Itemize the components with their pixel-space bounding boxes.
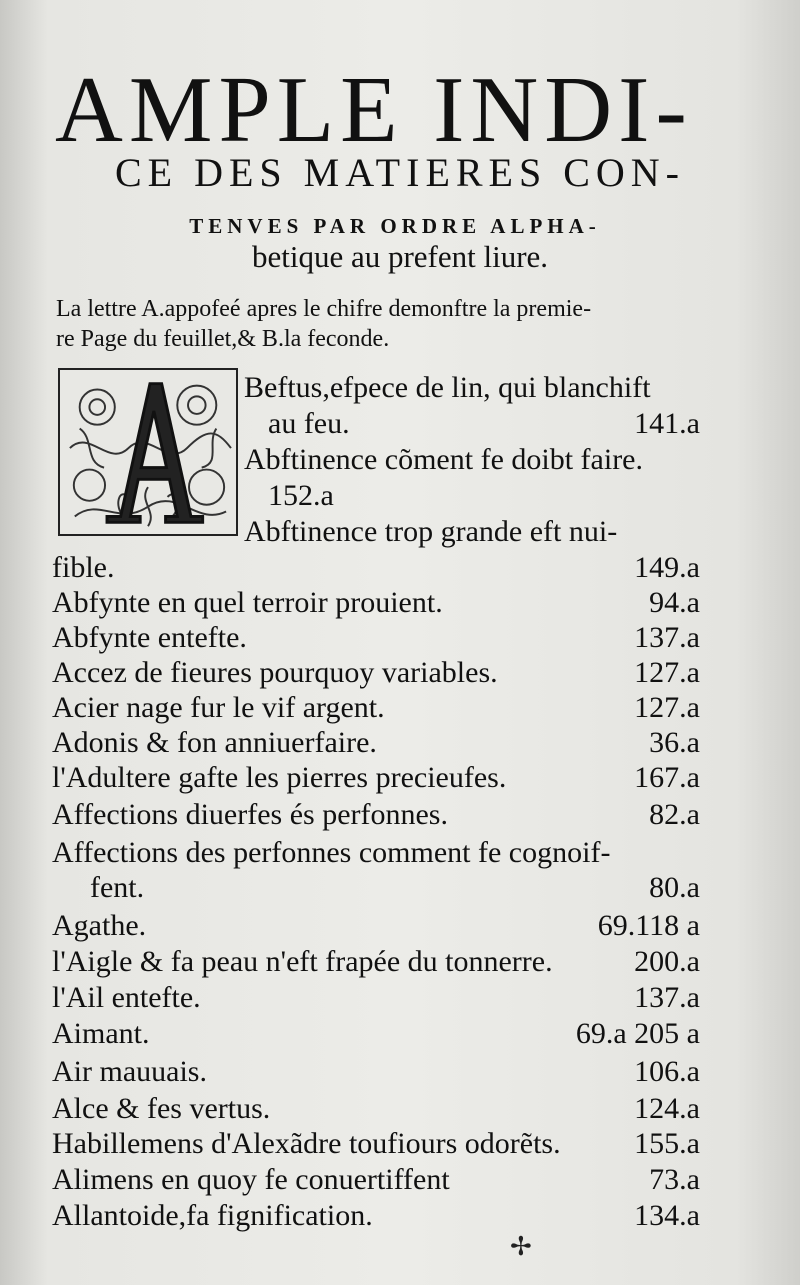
index-entry — [52, 1198, 700, 1234]
title-line-1: AMPLE INDI- — [55, 58, 693, 162]
entry-page: 80.a — [649, 871, 700, 904]
entry-text: Agathe. — [52, 909, 147, 942]
index-entry — [52, 908, 700, 944]
index-entry — [244, 514, 700, 550]
entry-page: 167.a — [634, 761, 700, 794]
index-entry — [52, 1162, 700, 1198]
title-line-2: CE DES MATIERES CON- — [114, 150, 686, 195]
index-entry — [244, 442, 700, 478]
entry-page: 200.a — [634, 945, 700, 978]
index-entry — [268, 406, 700, 442]
index-entry — [268, 478, 700, 514]
entry-text: Beftus,efpece de lin, qui blanchift — [244, 371, 651, 404]
usage-note-line-1: La lettre A.appofeé apres le chifre demonftre la premie- — [56, 296, 592, 322]
index-entry — [52, 1091, 700, 1127]
entry-page: 137.a — [634, 621, 700, 654]
entry-page: 127.a — [634, 656, 700, 689]
index-entry — [90, 870, 700, 906]
entry-page: 106.a — [634, 1055, 700, 1088]
entry-page: 127.a — [634, 691, 700, 724]
entry-text: l'Ail entefte. — [52, 981, 201, 1014]
title-line-4: betique au prefent liure. — [251, 239, 549, 274]
entry-text: Abfynte en quel terroir prouient. — [52, 586, 443, 619]
index-entry — [52, 1054, 700, 1090]
ornament-initial-icon — [60, 370, 236, 534]
entry-page: 69.118 a — [597, 909, 700, 942]
index-entry — [52, 1016, 700, 1052]
index-entry — [52, 725, 700, 761]
entry-text: Acier nage fur le vif argent. — [52, 691, 385, 724]
index-entry — [52, 585, 700, 621]
cross-ornament-icon: ✢ — [510, 1232, 532, 1262]
entry-page: 124.a — [634, 1092, 700, 1125]
index-entry — [52, 620, 700, 656]
index-entry — [244, 370, 700, 406]
index-entry — [52, 550, 700, 586]
entry-text: Alce & fes vertus. — [52, 1092, 271, 1125]
entry-text: fent. — [90, 871, 145, 904]
index-entry — [52, 760, 700, 796]
index-entry — [52, 835, 700, 871]
entry-text: Abfynte entefte. — [52, 621, 247, 654]
index-entry — [52, 655, 700, 691]
title-line-3: TENVES PAR ORDRE ALPHA- — [189, 214, 601, 238]
usage-note-line-2: re Page du feuillet,& B.la feconde. — [56, 326, 390, 352]
index-entry — [52, 1126, 700, 1162]
entry-text: Affections des perfonnes comment fe cognoif- — [52, 836, 611, 869]
usage-note — [56, 294, 696, 354]
entry-text: fible. — [52, 551, 115, 584]
entry-text: l'Aigle & fa peau n'eft frapée du tonnerre. — [52, 945, 553, 978]
decorated-initial-a — [58, 368, 238, 536]
entry-page: 137.a — [634, 981, 700, 1014]
entry-text: Air mauuais. — [52, 1055, 207, 1088]
entry-page: 134.a — [634, 1199, 700, 1232]
index-entry — [52, 944, 700, 980]
entry-text: Accez de fieures pourquoy variables. — [52, 656, 498, 689]
entry-text: Abftinence cõment fe doibt faire. — [244, 443, 643, 476]
entry-text: Adonis & fon anniuerfaire. — [52, 726, 377, 759]
entry-page: 36.a — [649, 726, 700, 759]
entry-text: 152.a — [268, 479, 334, 512]
entry-page: 149.a — [634, 551, 700, 584]
entry-text: Allantoide,fa fignification. — [52, 1199, 373, 1232]
entry-page: 155.a — [634, 1127, 700, 1160]
entry-text: Aimant. — [52, 1017, 150, 1050]
entry-page: 94.a — [649, 586, 700, 619]
entry-page: 73.a — [649, 1163, 700, 1196]
entry-text: Abftinence trop grande eft nui- — [244, 515, 618, 548]
entry-page: 82.a — [649, 798, 700, 831]
entry-text: Habillemens d'Alexãdre toufiours odorẽts. — [52, 1127, 561, 1160]
index-entry — [52, 797, 700, 833]
entry-text: Affections diuerfes és perfonnes. — [52, 798, 448, 831]
entry-text: Alimens en quoy fe conuertiffent — [52, 1163, 450, 1196]
index-entry — [52, 690, 700, 726]
index-entry — [52, 980, 700, 1016]
entry-page: 69.a 205 a — [575, 1017, 700, 1050]
entry-page: 141.a — [634, 407, 700, 440]
entry-text: l'Adultere gafte les pierres precieufes. — [52, 761, 507, 794]
entry-text: au feu. — [268, 407, 350, 440]
